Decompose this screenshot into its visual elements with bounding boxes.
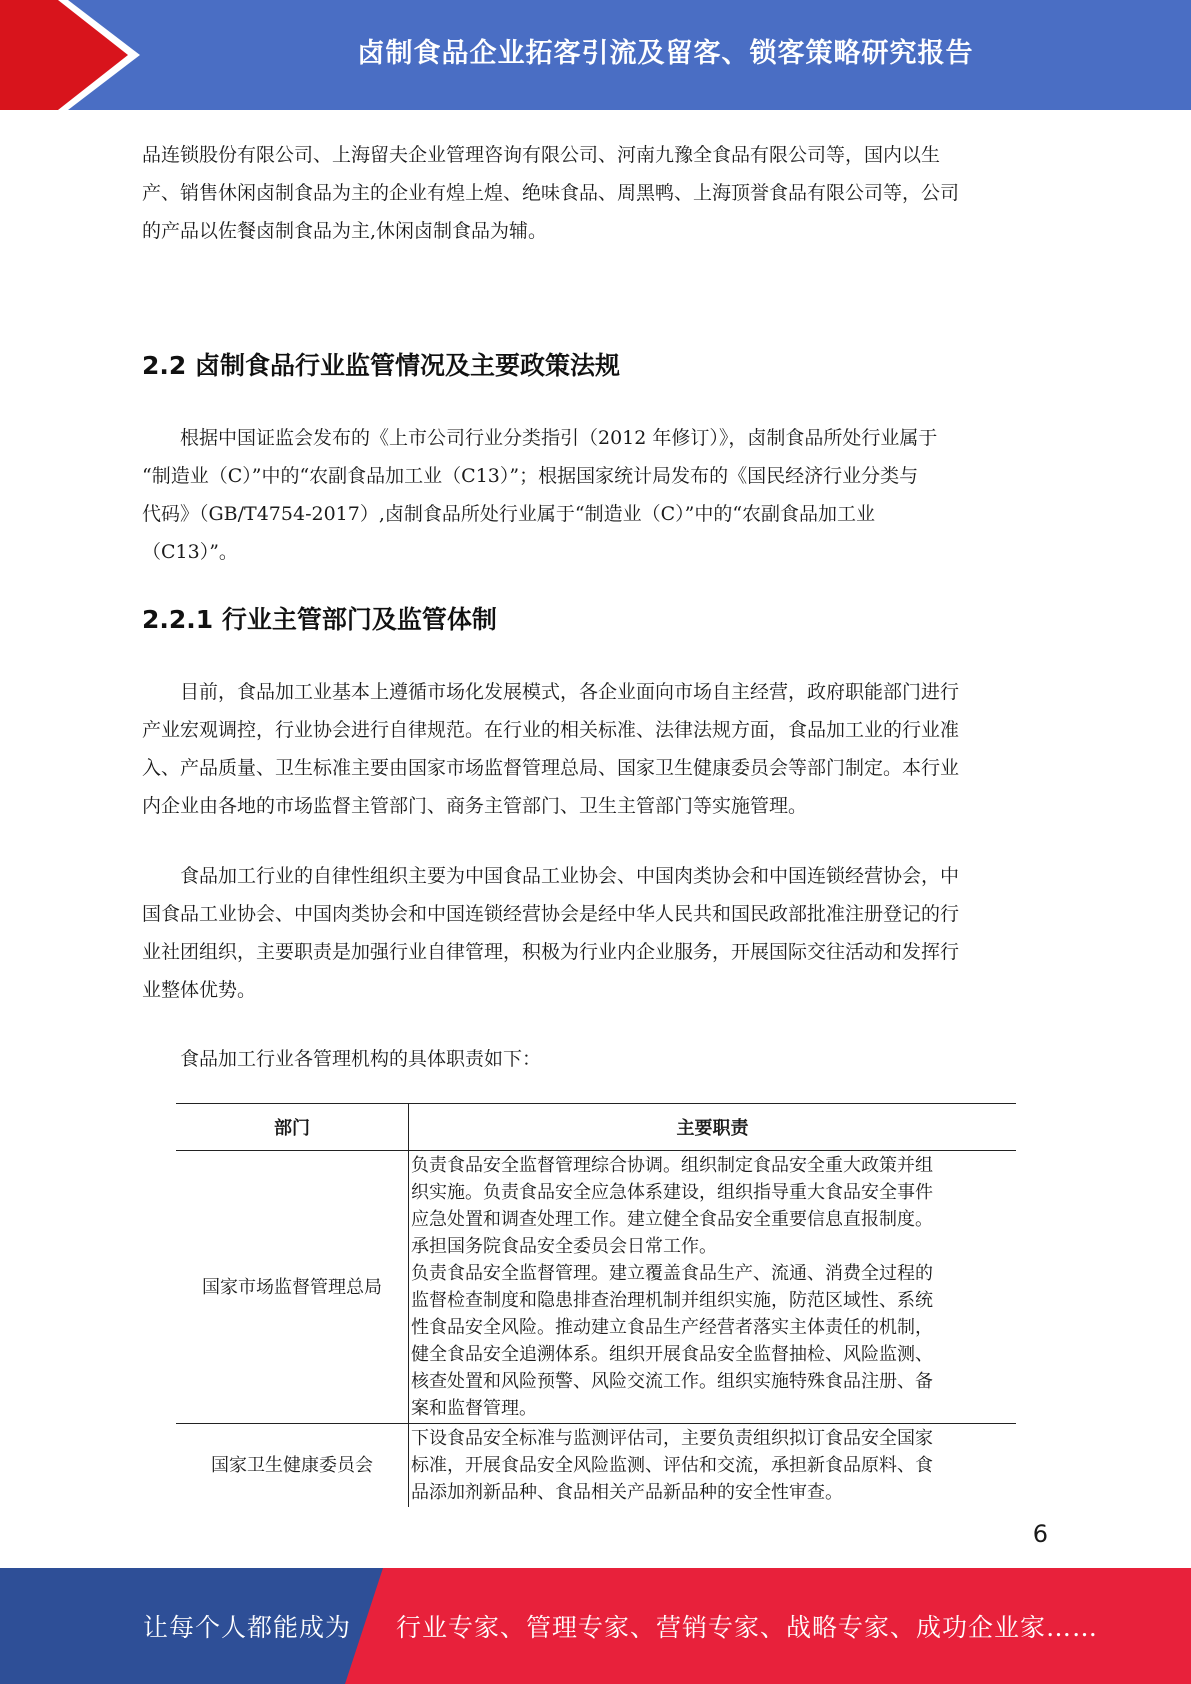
section-2-2-1-paragraph-2	[142, 857, 1047, 1009]
column-header-dept: 部门	[176, 1104, 409, 1151]
report-title: 卤制食品企业拓客引流及留客、锁客策略研究报告	[357, 37, 974, 69]
section-heading-2-2-1: 2.2.1 行业主管部门及监管体制	[142, 605, 497, 634]
section-heading-2-2: 2.2 卤制食品行业监管情况及主要政策法规	[142, 351, 620, 380]
text-line: 品添加剂新品种、食品相关产品新品种的安全性审查。	[411, 1482, 843, 1503]
footer-slogan-right: 行业专家、管理专家、营销专家、战略专家、成功企业家……	[396, 1613, 1099, 1642]
text-line: 应急处置和调查处理工作。建立健全食品安全重要信息直报制度。	[411, 1209, 933, 1230]
table-row	[176, 1424, 1016, 1508]
text-line: 产业宏观调控，行业协会进行自律规范。在行业的相关标准、法律法规方面，食品加工业的行业准	[142, 719, 960, 741]
text-line: 业整体优势。	[142, 979, 257, 1001]
text-line: 品连锁股份有限公司、上海留夫企业管理咨询有限公司、河南九豫全食品有限公司等，国内以生	[142, 144, 941, 166]
text-line: 监督检查制度和隐患排查治理机制并组织实施，防范区域性、系统	[411, 1290, 933, 1311]
table-row	[176, 1151, 1016, 1424]
section-2-2-1-paragraph-1	[142, 673, 1047, 825]
text-line: “制造业（C）”中的“农副食品加工业（C13）”；根据国家统计局发布的《国民经济行业分类与	[142, 465, 919, 487]
text-line: 承担国务院食品安全委员会日常工作。	[411, 1236, 717, 1257]
table-header-row	[176, 1104, 1016, 1151]
duty-cell	[409, 1424, 1017, 1508]
text-line: 织实施。负责食品安全应急体系建设，组织指导重大食品安全事件	[411, 1182, 933, 1203]
text-line: 健全食品安全追溯体系。组织开展食品安全监督抽检、风险监测、	[411, 1344, 933, 1365]
text-line: 负责食品安全监督管理综合协调。组织制定食品安全重大政策并组	[411, 1155, 933, 1176]
intro-paragraph	[142, 136, 1047, 250]
text-line: 产、销售休闲卤制食品为主的企业有煌上煌、绝味食品、周黑鸭、上海顶誉食品有限公司等，公司	[142, 182, 960, 204]
text-line: 业社团组织，主要职责是加强行业自律管理，积极为行业内企业服务，开展国际交往活动和发挥行	[142, 941, 960, 963]
dept-cell: 国家卫生健康委员会	[176, 1424, 409, 1508]
footer-slogan-left: 让每个人都能成为	[143, 1613, 352, 1642]
section-2-2-paragraph	[142, 419, 1047, 571]
text-line: 根据中国证监会发布的《上市公司行业分类指引（2012 年修订）》，卤制食品所处行业属于	[180, 427, 938, 449]
text-line: 内企业由各地的市场监督主管部门、商务主管部门、卫生主管部门等实施管理。	[142, 795, 808, 817]
column-header-duty: 主要职责	[409, 1104, 1017, 1151]
header-arrow-shape	[0, 0, 160, 110]
text-line: 标准，开展食品安全风险监测、评估和交流，承担新食品原料、食	[411, 1455, 933, 1476]
text-line: 食品加工行业的自律性组织主要为中国食品工业协会、中国肉类协会和中国连锁经营协会，中	[180, 865, 960, 887]
text-line: 入、产品质量、卫生标准主要由国家市场监督管理总局、国家卫生健康委员会等部门制定。本行业	[142, 757, 960, 779]
text-line: 负责食品安全监督管理。建立覆盖食品生产、流通、消费全过程的	[411, 1263, 933, 1284]
page-number: 6	[1032, 1520, 1048, 1548]
text-line: 代码》（GB/T4754-2017）,卤制食品所处行业属于“制造业（C）”中的“农副食品加工业	[142, 503, 876, 525]
dept-cell: 国家市场监督管理总局	[176, 1151, 409, 1424]
page-footer	[0, 1568, 1191, 1684]
text-line: 案和监督管理。	[411, 1398, 537, 1419]
duty-cell	[409, 1151, 1017, 1424]
text-line: 的产品以佐餐卤制食品为主,休闲卤制食品为辅。	[142, 220, 548, 242]
table-intro-text: 食品加工行业各管理机构的具体职责如下：	[180, 1048, 542, 1070]
text-line: 下设食品安全标准与监测评估司，主要负责组织拟订食品安全国家	[411, 1428, 933, 1449]
page-header	[0, 0, 1191, 110]
text-line: 性食品安全风险。推动建立食品生产经营者落实主体责任的机制，	[411, 1317, 933, 1338]
text-line: 目前，食品加工业基本上遵循市场化发展模式，各企业面向市场自主经营，政府职能部门进行	[180, 681, 960, 703]
text-line: 核查处置和风险预警、风险交流工作。组织实施特殊食品注册、备	[411, 1371, 933, 1392]
text-line: 国食品工业协会、中国肉类协会和中国连锁经营协会是经中华人民共和国民政部批准注册登记的行	[142, 903, 960, 925]
text-line: （C13）”。	[142, 541, 238, 563]
responsibility-table	[176, 1103, 1016, 1507]
